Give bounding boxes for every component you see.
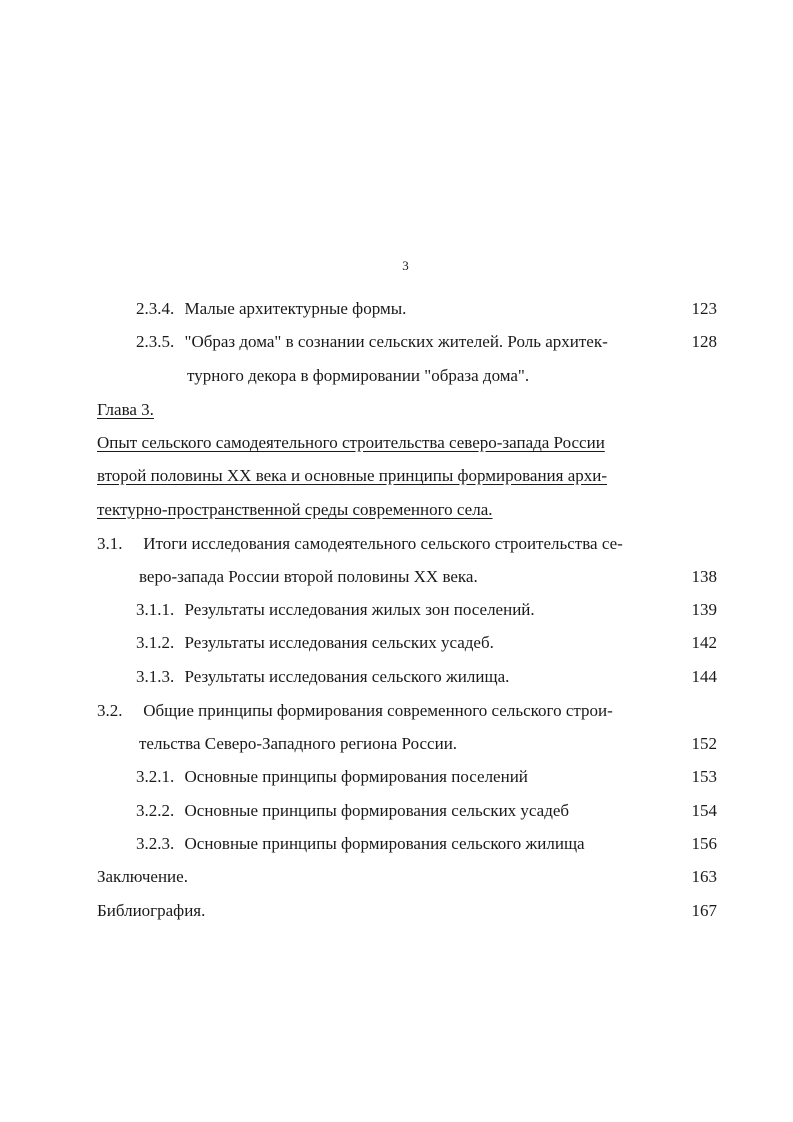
toc-title: Результаты исследования жилых зон поселений. [184, 600, 535, 619]
toc-number: 3.2. [97, 701, 123, 720]
toc-title: Малые архитектурные формы. [184, 299, 407, 318]
toc-page: 138 [691, 567, 717, 586]
toc-title-continuation: веро-запада России второй половины XX века. [139, 567, 478, 586]
toc-number: 3.1.3. [136, 667, 175, 686]
toc-page: 154 [691, 801, 717, 820]
toc-entry-3-2-2 [136, 800, 569, 822]
toc-number: 3.2.3. [136, 834, 175, 853]
toc-title: Основные принципы формирования поселений [184, 767, 528, 786]
chapter-title-line: второй половины XX века и основные принципы формирования архи- [97, 466, 608, 485]
toc-entry-2-3-4 [136, 298, 406, 320]
toc-number: 3.2.1. [136, 767, 175, 786]
toc-entry-3-1-1 [136, 599, 535, 621]
toc-entry-2-3-5 [136, 331, 608, 353]
toc-page: 153 [691, 767, 717, 786]
toc-page: 128 [691, 332, 717, 351]
toc-entry-3-1-3 [136, 666, 509, 688]
toc-title: Основные принципы формирования сельских усадеб [184, 801, 570, 820]
toc-entry-3-1-2 [136, 632, 494, 654]
page-number: 3 [402, 258, 409, 273]
toc-entry-3-2 [97, 700, 613, 722]
toc-entry-3-2-1 [136, 766, 528, 788]
toc-title: Основные принципы формирования сельского жилища [184, 834, 585, 853]
toc-entry-3-1 [97, 533, 623, 555]
toc-page: 144 [691, 667, 717, 686]
toc-page: 163 [691, 867, 717, 886]
toc-title: Итоги исследования самодеятельного сельского строительства се- [143, 534, 623, 553]
toc-number: 3.1. [97, 534, 123, 553]
toc-title-continuation: турного декора в формировании "образа дома". [187, 366, 530, 385]
toc-page: 123 [691, 299, 717, 318]
toc-number: 2.3.4. [136, 299, 175, 318]
toc-title: Общие принципы формирования современного сельского строи- [143, 701, 613, 720]
chapter-title-line: Опыт сельского самодеятельного строительства северо-запада России [97, 433, 605, 452]
chapter-title-line: тектурно-пространственной среды современного села. [97, 500, 493, 519]
toc-entry-3-2-3 [136, 833, 585, 855]
toc-title: Результаты исследования сельского жилища. [184, 667, 510, 686]
toc-entry-bibliography: Библиография. [97, 901, 206, 920]
toc-page: 156 [691, 834, 717, 853]
toc-title: Результаты исследования сельских усадеб. [184, 633, 494, 652]
toc-number: 3.1.2. [136, 633, 175, 652]
chapter-heading: Глава 3. [97, 400, 154, 419]
toc-title: "Образ дома" в сознании сельских жителей. Роль архитек- [184, 332, 608, 351]
toc-page: 167 [691, 901, 717, 920]
toc-page: 152 [691, 734, 717, 753]
toc-title-continuation: тельства Северо-Западного региона России. [139, 734, 458, 753]
toc-number: 3.2.2. [136, 801, 175, 820]
toc-page: 142 [691, 633, 717, 652]
toc-number: 3.1.1. [136, 600, 175, 619]
toc-number: 2.3.5. [136, 332, 175, 351]
toc-page: 139 [691, 600, 717, 619]
toc-entry-conclusion: Заключение. [97, 867, 188, 886]
